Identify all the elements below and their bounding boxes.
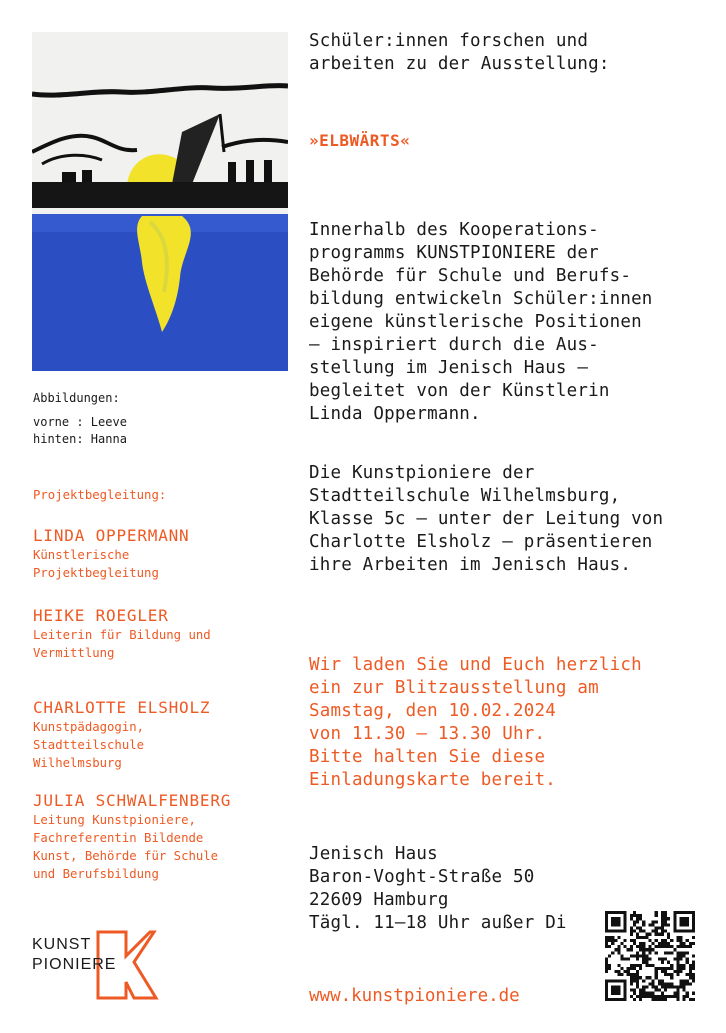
invitation-text: Wir laden Sie und Euch herzlich ein zur Blitzausstellung am Samstag, den 10.02.2024 von 11.30 – 13.30 Uhr. Bitte halten Sie diese Einladungskarte bereit. (309, 655, 642, 790)
team-member (33, 526, 190, 582)
artwork-image (32, 32, 288, 371)
logo-line-2: PIONIERE (32, 956, 117, 973)
logo-line-1: KUNST (32, 936, 92, 953)
team-member-role: Leiterin für Bildung und Vermittlung (33, 628, 211, 660)
illustrations-heading: Abbildungen: (33, 391, 120, 405)
team-member (33, 606, 211, 662)
team-member-role: Leitung Kunstpioniere, Fachreferentin Bildende Kunst, Behörde für Schule und Berufsbildung (33, 813, 219, 881)
team-member-name: JULIA SCHWALFENBERG (33, 791, 232, 810)
team-member-role: Künstlerische Projektbegleitung (33, 548, 159, 580)
exhibition-title: »ELBWÄRTS« (309, 131, 411, 150)
kunstpioniere-logo (30, 928, 160, 1002)
qr-code-icon[interactable] (605, 911, 695, 1001)
class-info-text: Die Kunstpioniere der Stadtteilschule Wilhelmsburg, Klasse 5c – unter der Leitung von Charlotte Elsholz – präsentieren ihre Arbeiten im Jenisch Haus. (309, 463, 664, 575)
project-heading: Projektbegleitung: (33, 488, 167, 502)
illustrations-credits: vorne : Leeve hinten: Hanna (33, 415, 127, 446)
team-member (33, 698, 210, 772)
team-member-name: HEIKE ROEGLER (33, 606, 169, 625)
team-member-name: LINDA OPPERMANN (33, 526, 190, 545)
team-member-role: Kunstpädagogin, Stadtteilschule Wilhelmsburg (33, 720, 145, 770)
description-text: Innerhalb des Kooperations- programms KUNSTPIONIERE der Behörde für Schule und Berufs- bildung entwickeln Schüler:innen eigene künstlerische Positionen – inspiriert durch die Aus- stellung im Jenisch Haus – begleitet von der Künstlerin Linda Oppermann. (309, 220, 653, 424)
team-member (33, 791, 231, 883)
address-text: Jenisch Haus Baron-Voght-Straße 50 22609 Hamburg Tägl. 11–18 Uhr außer Di (309, 844, 567, 933)
website-link[interactable]: www.kunstpioniere.de (309, 986, 520, 1006)
team-member-name: CHARLOTTE ELSHOLZ (33, 698, 211, 717)
intro-text: Schüler:innen forschen und arbeiten zu der Ausstellung: (309, 31, 610, 74)
